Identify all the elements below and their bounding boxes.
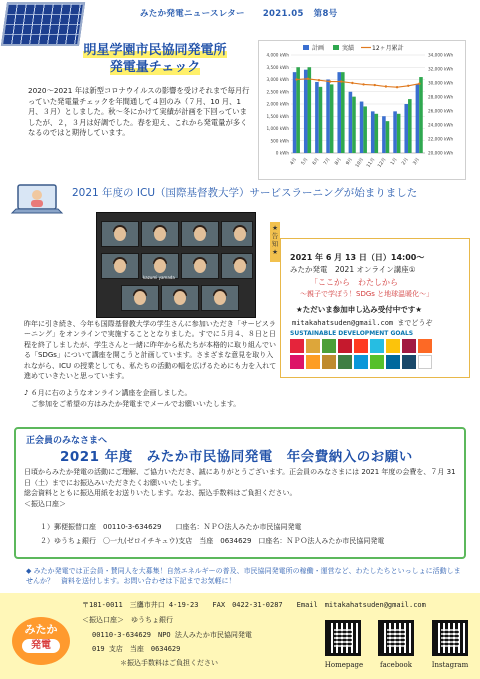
x-tick-label: 12月	[377, 157, 388, 169]
bank-account-2: ２）ゆうちょ銀行 〇一九(ゼロイチキュウ)支店 当座 0634629 口座名：ＮＰＯ法人みたか市民協同発電	[40, 537, 385, 545]
plan-bar	[416, 84, 420, 153]
left-tick-label: 2,500 kWh	[266, 89, 289, 95]
plan-bar	[349, 92, 353, 153]
x-tick-label: 3月	[412, 157, 422, 167]
plan-bar	[371, 111, 375, 153]
notice-mail: mitakahatsuden@gmail.com までどうぞ	[292, 319, 433, 327]
plan-bar	[315, 82, 319, 153]
x-tick-label: 8月	[334, 157, 343, 167]
notice-strip: ★告知★	[270, 222, 280, 262]
notice-title: 「ここから わたしから	[310, 278, 398, 287]
left-tick-label: 3,000 kWh	[266, 77, 289, 82]
right-tick-label: 32,000 kWh	[428, 66, 454, 72]
x-tick-label: 1月	[390, 157, 399, 167]
actual-bar	[319, 87, 323, 153]
right-tick-label: 34,000 kWh	[428, 52, 454, 58]
left-tick-label: 2,000 kWh	[266, 101, 289, 107]
cumulative-point	[396, 86, 398, 88]
right-tick-label: 30,000 kWh	[428, 80, 454, 86]
right-tick-label: 22,000 kWh	[428, 136, 454, 142]
plan-bar	[326, 80, 330, 154]
x-tick-label: 7月	[323, 157, 332, 167]
footer-account-1: 00110-3-634629 NPO 法人みたか市民協同発電	[92, 631, 252, 639]
icu-body: 昨年に引き続き、今年も国際基督教大学の学生さんに参加いただき「サービスラーニング」をオンラインで実施することとなりました。すでに５月４、８日と日程を終了しましたが、学生さんと一緒に昨年から私たちが本格的に取り組んでいる「SDGs」について講座を開こうと計画しています。さまざまな意見を取り入れながら、ICU の授業としても、私たちの活動の幅を広げるためにも力を入れて進めていきたいと思っています。	[24, 320, 277, 381]
plan-bar	[337, 72, 341, 153]
zoom-screenshot	[96, 212, 256, 318]
right-tick-label: 20,000 kWh	[428, 150, 454, 156]
legend-swatch	[303, 45, 309, 50]
laptop-video-icon	[10, 183, 64, 219]
membership-fee-body: 日頃からみたか発電の活動にご理解、ご協力いただき、誠にありがとうございます。正会員のみなさまには 2021 年度の会費を、７月 31 日（土）までにお振込みいただきたくお願いいたします。 総会資料とともに振込用紙をお送りいたします。なお、振込手数料はご負担ください。 ＜振込口座＞	[24, 468, 456, 508]
left-tick-label: 1,500 kWh	[266, 113, 289, 119]
sdg-icons	[290, 339, 462, 369]
facebook-qr[interactable]	[378, 620, 414, 656]
footer-address: 〒181-0011 三鷹市井口 4-19-23 FAX 0422-31-0287 Email mitakahatsuden@gmail.com	[82, 601, 426, 609]
left-tick-label: 1,000 kWh	[266, 126, 289, 131]
solar-panel-illustration	[1, 2, 85, 46]
x-tick-label: 4月	[289, 157, 299, 167]
x-tick-label: 11月	[366, 157, 377, 169]
chart-svg	[259, 41, 467, 181]
plan-bar	[293, 72, 297, 153]
mitaka-logo: みたか 発電	[12, 617, 70, 665]
recruit-note: ◆ みたか発電では正会員・賛同人を大募集！自然エネルギーの普及、市民協同発電所の稼働・運営など、わたしたちといっしょに活動しませんか？ 資料を送付します。お問い合わせは下記までお気軽に！	[26, 567, 461, 585]
legend-label: 計画	[312, 45, 325, 52]
x-tick-label: 2月	[401, 157, 410, 167]
cumulative-point	[307, 78, 309, 80]
left-tick-label: 500 kWh	[270, 138, 289, 144]
cumulative-point	[362, 83, 364, 85]
legend-label: 12ヶ月累計	[372, 45, 404, 52]
instagram-label: Instagram	[431, 661, 469, 669]
notice-line: みたか発電 2021 オンライン講座①	[290, 265, 416, 274]
x-tick-label: 5月	[300, 157, 310, 167]
plan-bar	[360, 102, 364, 153]
check-title: 明星学園市民協同発電所 発電量チェック	[83, 43, 227, 75]
icu-event-note: ♪ ６月に右のようなオンライン講座を企画しました。 ご参加をご希望の方はみたか発電までメールでお願いいたします。	[24, 389, 241, 408]
legend-label: 実績	[342, 45, 355, 52]
masthead	[140, 7, 440, 19]
homepage-label: Homepage	[324, 661, 364, 669]
actual-bar	[341, 72, 345, 153]
cumulative-point	[385, 85, 387, 87]
right-tick-label: 24,000 kWh	[428, 122, 454, 128]
bank-account-1: １）郵便振替口座 00110-3-634629 口座名：ＮＰＯ法人みたか市民協同発電	[40, 523, 302, 531]
actual-bar	[352, 97, 356, 153]
cumulative-point	[329, 80, 331, 82]
cumulative-line	[297, 79, 420, 87]
footer-account-label: ＜振込口座＞ ゆうちょ銀行	[82, 616, 173, 624]
notice-welcome: ★ただいま参加申し込み受付中です★	[296, 305, 422, 314]
actual-bar	[330, 84, 334, 153]
actual-bar	[375, 114, 379, 153]
instagram-qr[interactable]	[432, 620, 468, 656]
cumulative-point	[295, 78, 297, 80]
footer-fee-note: ＊振込手数料はご負担ください	[120, 659, 218, 667]
cumulative-point	[340, 80, 342, 82]
issue-number: 第8号	[313, 9, 338, 19]
icu-heading: 2021 年度の ICU（国際基督教大学）サービスラーニングが始まりました	[72, 187, 418, 199]
check-body: 2020〜2021 年は新型コロナウイルスの影響を受けそれまで毎月行っていた発電量チェックを年間通して４回のみ（７月、10 月、1 月、３月）としました。秋〜冬にかけて実績が計画を下回っていましたが、２，３月は好調でした。春を迎え、これから発電量が多くなるのではと期待しています。	[28, 86, 250, 137]
actual-bar	[397, 114, 401, 153]
facebook-label: facebook	[380, 661, 412, 669]
left-tick-label: 4,000 kWh	[266, 52, 289, 58]
cumulative-point	[351, 82, 353, 84]
cumulative-point	[407, 85, 409, 87]
newsletter-name: みたか発電ニュースレター	[140, 9, 245, 19]
actual-bar	[419, 77, 423, 153]
sdg-title: SUSTAINABLE DEVELOPMENT GOALS	[290, 330, 414, 337]
legend-swatch	[333, 45, 339, 50]
cumulative-point	[318, 79, 320, 81]
actual-bar	[408, 99, 412, 153]
right-tick-label: 28,000 kWh	[428, 94, 454, 100]
membership-fee-title: 2021 年度 みたか市民協同発電 年会費納入のお願い	[60, 449, 413, 465]
actual-bar	[308, 67, 312, 153]
plan-bar	[404, 104, 408, 153]
actual-bar	[363, 106, 367, 153]
cumulative-point	[374, 84, 376, 86]
plan-bar	[304, 70, 308, 153]
footer-account-2: 019 支店 当座 0634629	[92, 645, 181, 653]
x-tick-label: 10月	[355, 157, 366, 169]
plan-bar	[382, 116, 386, 153]
homepage-qr[interactable]	[325, 620, 361, 656]
left-tick-label: 3,500 kWh	[266, 64, 289, 70]
membership-fee-sub: 正会員のみなさまへ	[26, 436, 108, 446]
actual-bar	[386, 121, 390, 153]
notice-date: 2021 年 6 月 13 日（日）14:00〜	[290, 253, 425, 262]
sdg-panel	[290, 330, 462, 376]
x-tick-label: 9月	[345, 157, 355, 167]
generation-chart	[258, 40, 466, 180]
plan-bar	[393, 111, 397, 153]
cumulative-point	[418, 83, 420, 85]
zoom-caption: kazumi yamada	[143, 275, 175, 280]
notice-subtitle: 〜親子で学ぼう！SDGs と地球温暖化〜」	[300, 290, 434, 298]
right-tick-label: 26,000 kWh	[428, 108, 454, 114]
left-tick-label: 0 kWh	[275, 150, 289, 156]
x-tick-label: 6月	[312, 157, 321, 167]
issue-date: 2021.05	[262, 9, 304, 19]
